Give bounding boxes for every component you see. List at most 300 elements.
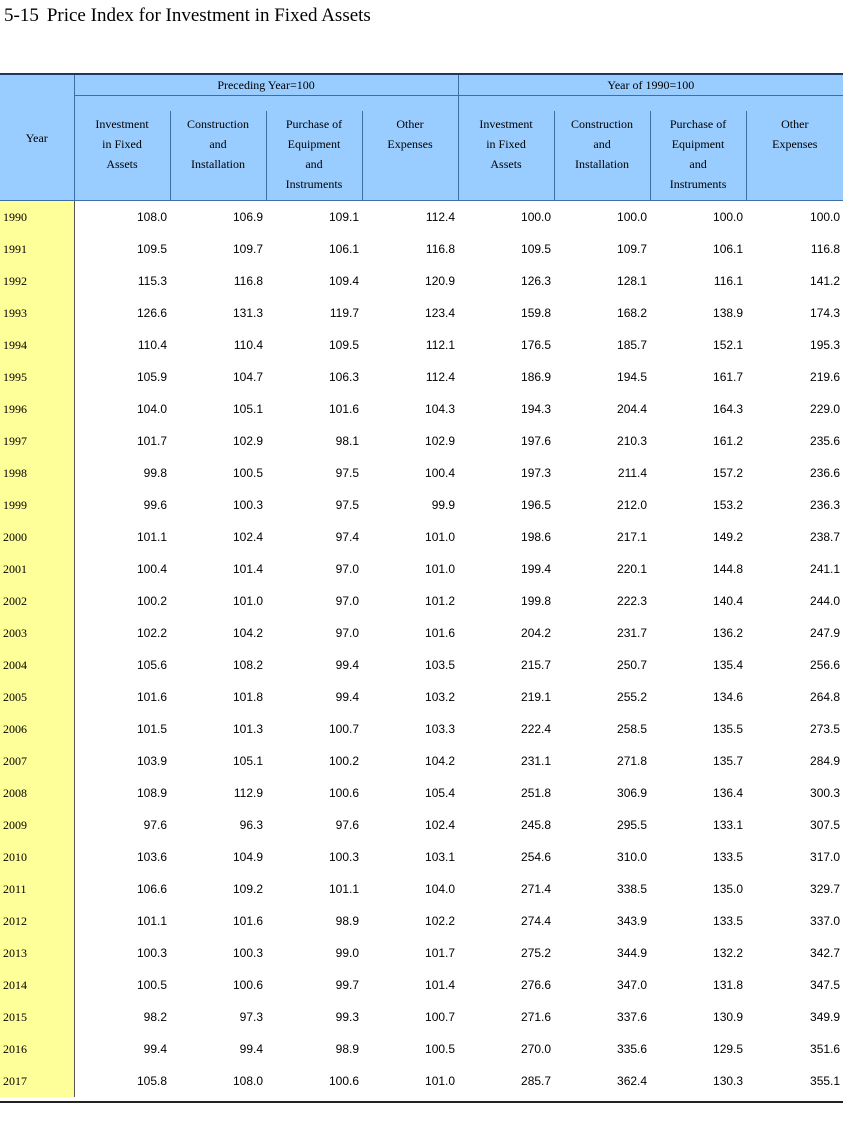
column-header [458, 111, 554, 201]
value-cell: 141.2 [810, 274, 841, 288]
table-row [0, 905, 843, 937]
value-cell: 138.9 [713, 306, 744, 320]
value-cell: 129.5 [713, 1042, 744, 1056]
value-cell: 100.6 [328, 786, 359, 800]
value-cell: 101.0 [425, 530, 456, 544]
value-cell: 212.0 [617, 498, 648, 512]
year-cell: 2010 [0, 841, 74, 873]
year-cell: 2002 [0, 585, 74, 617]
value-cell: 157.2 [713, 466, 744, 480]
value-cell: 231.7 [617, 626, 648, 640]
value-cell: 210.3 [617, 434, 648, 448]
value-cell: 144.8 [713, 562, 744, 576]
page-title [4, 5, 371, 27]
value-cell: 101.1 [328, 882, 359, 896]
value-cell: 337.6 [617, 1010, 648, 1024]
price-index-table [0, 73, 843, 1097]
value-cell: 229.0 [810, 402, 841, 416]
value-cell: 220.1 [617, 562, 648, 576]
table-row [0, 553, 843, 585]
value-cell: 104.9 [232, 850, 263, 864]
value-cell: 99.4 [335, 658, 359, 672]
column-header [650, 111, 746, 201]
column-header-line: Investment [479, 117, 533, 131]
value-cell: 131.8 [713, 978, 744, 992]
value-cell: 108.0 [74, 201, 170, 234]
value-cell: 258.5 [617, 722, 648, 736]
value-cell: 103.9 [136, 754, 167, 768]
value-cell: 126.3 [521, 274, 552, 288]
value-cell: 105.6 [136, 658, 167, 672]
year-cell: 1992 [0, 265, 74, 297]
value-cell: 197.6 [521, 434, 552, 448]
value-cell: 347.0 [617, 978, 648, 992]
column-header [554, 111, 650, 201]
value-cell: 116.1 [713, 274, 744, 288]
value-cell: 97.6 [143, 818, 167, 832]
year-column-header: Year [0, 74, 74, 201]
value-cell: 97.0 [335, 626, 359, 640]
value-cell: 198.6 [521, 530, 552, 544]
value-cell: 97.3 [239, 1010, 263, 1024]
year-cell: 2004 [0, 649, 74, 681]
header-spacer [458, 96, 843, 112]
value-cell: 159.8 [521, 306, 552, 320]
value-cell: 211.4 [617, 466, 648, 480]
year-cell: 1997 [0, 425, 74, 457]
value-cell: 99.4 [239, 1042, 263, 1056]
table-row [0, 585, 843, 617]
value-cell: 153.2 [713, 498, 744, 512]
table-number: 5-15 [4, 5, 39, 26]
value-cell: 108.2 [232, 658, 263, 672]
value-cell: 241.1 [810, 562, 841, 576]
value-cell: 109.2 [232, 882, 263, 896]
value-cell: 161.7 [713, 370, 744, 384]
column-header-line: in Fixed [486, 137, 526, 151]
value-cell: 103.1 [425, 850, 456, 864]
column-header-line: Instruments [285, 177, 343, 191]
value-cell: 99.0 [335, 946, 359, 960]
value-cell: 102.2 [136, 626, 167, 640]
value-cell: 264.8 [810, 690, 841, 704]
value-cell: 300.3 [810, 786, 841, 800]
value-cell: 255.2 [617, 690, 648, 704]
value-cell: 108.9 [136, 786, 167, 800]
value-cell: 99.7 [335, 978, 359, 992]
header-spacer-row [0, 96, 843, 112]
value-cell: 116.8 [810, 242, 841, 256]
value-cell: 110.4 [137, 338, 167, 352]
value-cell: 99.6 [143, 498, 167, 512]
value-cell: 284.9 [810, 754, 841, 768]
table-row [0, 617, 843, 649]
column-header [266, 111, 362, 201]
year-cell: 2005 [0, 681, 74, 713]
value-cell: 285.7 [521, 1074, 552, 1088]
value-cell: 329.7 [810, 882, 841, 896]
value-cell: 247.9 [810, 626, 841, 640]
value-cell: 109.7 [232, 242, 263, 256]
table-row [0, 201, 843, 234]
value-cell: 135.7 [713, 754, 744, 768]
column-header-line: Purchase of [285, 117, 343, 131]
value-cell: 197.3 [521, 466, 552, 480]
year-cell: 1990 [0, 201, 74, 234]
column-header-line: Assets [490, 157, 522, 171]
value-cell: 110.4 [233, 338, 263, 352]
column-header-line: Equipment [287, 137, 341, 151]
value-cell: 355.1 [810, 1074, 841, 1088]
value-cell: 100.5 [425, 1042, 456, 1056]
value-cell: 251.8 [521, 786, 552, 800]
value-cell: 271.6 [521, 1010, 552, 1024]
value-cell: 149.2 [713, 530, 744, 544]
table-row [0, 425, 843, 457]
value-cell: 140.4 [713, 594, 744, 608]
table-row [0, 969, 843, 1001]
value-cell: 99.4 [143, 1042, 167, 1056]
table-row [0, 809, 843, 841]
value-cell: 136.2 [713, 626, 744, 640]
value-cell: 100.3 [232, 946, 263, 960]
value-cell: 161.2 [713, 434, 744, 448]
value-cell: 109.7 [617, 242, 648, 256]
value-cell: 112.9 [233, 786, 263, 800]
value-cell: 196.5 [521, 498, 552, 512]
table-row [0, 1033, 843, 1065]
year-cell: 1991 [0, 233, 74, 265]
year-cell: 1998 [0, 457, 74, 489]
value-cell: 131.3 [232, 306, 263, 320]
value-cell: 105.8 [136, 1074, 167, 1088]
value-cell: 100.5 [232, 466, 263, 480]
value-cell: 115.3 [137, 274, 167, 288]
year-cell: 2017 [0, 1065, 74, 1097]
value-cell: 101.3 [232, 722, 263, 736]
value-cell: 99.4 [335, 690, 359, 704]
value-cell: 132.2 [713, 946, 744, 960]
value-cell: 101.5 [136, 722, 167, 736]
value-cell: 245.8 [521, 818, 552, 832]
value-cell: 135.5 [713, 722, 744, 736]
value-cell: 102.9 [232, 434, 263, 448]
value-cell: 101.0 [425, 1074, 456, 1088]
value-cell: 108.0 [232, 1074, 263, 1088]
value-cell: 105.1 [232, 754, 263, 768]
value-cell: 152.1 [713, 338, 744, 352]
value-cell: 97.5 [335, 466, 359, 480]
column-header-line: Purchase of [669, 117, 727, 131]
table-row [0, 233, 843, 265]
value-cell: 100.2 [328, 754, 359, 768]
value-cell: 98.2 [143, 1010, 167, 1024]
value-cell: 254.6 [521, 850, 552, 864]
year-cell: 2011 [0, 873, 74, 905]
table-row [0, 681, 843, 713]
value-cell: 344.9 [617, 946, 648, 960]
value-cell: 215.7 [521, 658, 552, 672]
value-cell: 343.9 [617, 914, 648, 928]
value-cell: 317.0 [810, 850, 841, 864]
value-cell: 104.3 [425, 402, 456, 416]
table-row [0, 1001, 843, 1033]
value-cell: 100.5 [136, 978, 167, 992]
year-cell: 2003 [0, 617, 74, 649]
table-row [0, 361, 843, 393]
value-cell: 219.1 [521, 690, 552, 704]
value-cell: 105.4 [425, 786, 456, 800]
value-cell: 102.9 [425, 434, 456, 448]
value-cell: 186.9 [521, 370, 552, 384]
value-cell: 104.2 [232, 626, 263, 640]
column-header-line: in Fixed [102, 137, 142, 151]
value-cell: 338.5 [617, 882, 648, 896]
value-cell: 100.0 [554, 201, 650, 234]
table-row [0, 745, 843, 777]
year-cell: 2006 [0, 713, 74, 745]
value-cell: 199.8 [521, 594, 552, 608]
value-cell: 130.3 [713, 1074, 744, 1088]
value-cell: 103.5 [425, 658, 456, 672]
value-cell: 250.7 [617, 658, 648, 672]
table-row [0, 873, 843, 905]
value-cell: 307.5 [810, 818, 841, 832]
table-row [0, 649, 843, 681]
value-cell: 98.9 [335, 914, 359, 928]
value-cell: 97.0 [335, 562, 359, 576]
value-cell: 100.4 [425, 466, 456, 480]
value-cell: 101.4 [232, 562, 263, 576]
value-cell: 99.8 [143, 466, 167, 480]
column-header-row [0, 111, 843, 201]
year-cell: 2009 [0, 809, 74, 841]
value-cell: 103.3 [425, 722, 456, 736]
value-cell: 109.5 [521, 242, 552, 256]
table-row [0, 297, 843, 329]
value-cell: 112.4 [425, 370, 456, 384]
value-cell: 98.1 [335, 434, 359, 448]
table-row [0, 457, 843, 489]
year-cell: 1994 [0, 329, 74, 361]
value-cell: 204.4 [617, 402, 648, 416]
value-cell: 112.1 [425, 338, 456, 352]
year-cell: 2016 [0, 1033, 74, 1065]
column-header-line: and [305, 157, 323, 171]
value-cell: 236.3 [810, 498, 841, 512]
value-cell: 362.4 [617, 1074, 648, 1088]
value-cell: 164.3 [713, 402, 744, 416]
value-cell: 101.6 [136, 690, 167, 704]
value-cell: 135.4 [713, 658, 744, 672]
year-cell: 2000 [0, 521, 74, 553]
value-cell: 98.9 [335, 1042, 359, 1056]
table-row [0, 841, 843, 873]
value-cell: 271.8 [617, 754, 648, 768]
value-cell: 101.2 [425, 594, 456, 608]
value-cell: 106.1 [328, 242, 359, 256]
value-cell: 101.4 [425, 978, 456, 992]
value-cell: 128.1 [617, 274, 648, 288]
value-cell: 133.5 [713, 850, 744, 864]
value-cell: 99.3 [335, 1010, 359, 1024]
value-cell: 101.7 [425, 946, 456, 960]
value-cell: 97.5 [335, 498, 359, 512]
table-title: Price Index for Investment in Fixed Assets [46, 5, 371, 26]
group-header-preceding-year: Preceding Year=100 [74, 74, 458, 96]
value-cell: 135.0 [713, 882, 744, 896]
value-cell: 337.0 [810, 914, 841, 928]
year-cell: 2015 [0, 1001, 74, 1033]
column-header-line: Assets [106, 157, 138, 171]
value-cell: 101.0 [425, 562, 456, 576]
table-row [0, 393, 843, 425]
year-cell: 2007 [0, 745, 74, 777]
value-cell: 109.5 [136, 242, 167, 256]
value-cell: 271.4 [521, 882, 552, 896]
value-cell: 103.6 [136, 850, 167, 864]
value-cell: 99.9 [431, 498, 456, 512]
column-header-line: Construction [571, 117, 634, 131]
value-cell: 109.5 [328, 338, 359, 352]
value-cell: 133.5 [713, 914, 744, 928]
year-cell: 2012 [0, 905, 74, 937]
value-cell: 222.4 [521, 722, 552, 736]
year-cell: 1996 [0, 393, 74, 425]
year-cell: 1993 [0, 297, 74, 329]
table-row [0, 521, 843, 553]
value-cell: 119.7 [329, 306, 359, 320]
value-cell: 100.6 [232, 978, 263, 992]
column-header-line: Installation [575, 157, 630, 171]
year-cell: 2014 [0, 969, 74, 1001]
value-cell: 101.6 [328, 402, 359, 416]
value-cell: 133.1 [713, 818, 744, 832]
value-cell: 270.0 [521, 1042, 552, 1056]
value-cell: 100.4 [136, 562, 167, 576]
value-cell: 275.2 [521, 946, 552, 960]
year-cell: 2001 [0, 553, 74, 585]
value-cell: 306.9 [617, 786, 648, 800]
value-cell: 112.4 [362, 201, 458, 234]
value-cell: 231.1 [521, 754, 552, 768]
column-header [746, 111, 843, 201]
table-row [0, 777, 843, 809]
value-cell: 222.3 [617, 594, 648, 608]
value-cell: 100.2 [136, 594, 167, 608]
value-cell: 100.7 [328, 722, 359, 736]
value-cell: 295.5 [617, 818, 648, 832]
value-cell: 97.4 [335, 530, 359, 544]
value-cell: 106.1 [713, 242, 744, 256]
table-row [0, 937, 843, 969]
value-cell: 185.7 [617, 338, 648, 352]
value-cell: 238.7 [810, 530, 841, 544]
value-cell: 100.0 [458, 201, 554, 234]
column-header [74, 111, 170, 201]
value-cell: 199.4 [521, 562, 552, 576]
table-row [0, 265, 843, 297]
value-cell: 347.5 [810, 978, 841, 992]
value-cell: 195.3 [810, 338, 841, 352]
value-cell: 105.1 [232, 402, 263, 416]
value-cell: 116.8 [233, 274, 263, 288]
value-cell: 130.9 [713, 1010, 744, 1024]
column-header [362, 111, 458, 201]
year-cell: 2008 [0, 777, 74, 809]
value-cell: 342.7 [810, 946, 841, 960]
value-cell: 274.4 [521, 914, 552, 928]
year-cell: 2013 [0, 937, 74, 969]
table-row [0, 1065, 843, 1097]
value-cell: 194.5 [617, 370, 648, 384]
value-cell: 120.9 [425, 274, 456, 288]
column-header [170, 111, 266, 201]
column-header-line: Investment [95, 117, 149, 131]
value-cell: 106.6 [136, 882, 167, 896]
value-cell: 273.5 [810, 722, 841, 736]
table-row [0, 329, 843, 361]
value-cell: 109.4 [328, 274, 359, 288]
value-cell: 116.8 [425, 242, 456, 256]
value-cell: 100.0 [746, 201, 843, 234]
value-cell: 101.8 [232, 690, 263, 704]
value-cell: 335.6 [617, 1042, 648, 1056]
table-body [0, 201, 843, 1098]
value-cell: 136.4 [713, 786, 744, 800]
value-cell: 109.1 [266, 201, 362, 234]
column-header-line: Equipment [671, 137, 725, 151]
value-cell: 194.3 [521, 402, 552, 416]
value-cell: 123.4 [425, 306, 456, 320]
value-cell: 103.2 [425, 690, 456, 704]
value-cell: 219.6 [810, 370, 841, 384]
value-cell: 256.6 [810, 658, 841, 672]
value-cell: 244.0 [810, 594, 841, 608]
column-header-line: Expenses [387, 137, 433, 151]
value-cell: 126.6 [136, 306, 167, 320]
column-header-line: Other [396, 117, 424, 131]
value-cell: 96.3 [239, 818, 263, 832]
group-header-year-1990: Year of 1990=100 [458, 74, 843, 96]
column-header-line: Construction [187, 117, 249, 131]
column-header-line: Instruments [669, 177, 727, 191]
value-cell: 101.1 [136, 530, 167, 544]
value-cell: 100.7 [425, 1010, 456, 1024]
value-cell: 168.2 [617, 306, 648, 320]
header-spacer [74, 96, 458, 112]
value-cell: 176.5 [521, 338, 552, 352]
bottom-rule [0, 1101, 843, 1103]
value-cell: 101.6 [232, 914, 263, 928]
value-cell: 101.0 [232, 594, 263, 608]
value-cell: 100.6 [328, 1074, 359, 1088]
value-cell: 102.4 [232, 530, 263, 544]
value-cell: 105.9 [136, 370, 167, 384]
value-cell: 104.0 [425, 882, 456, 896]
value-cell: 100.3 [136, 946, 167, 960]
value-cell: 106.9 [170, 201, 266, 234]
value-cell: 310.0 [617, 850, 648, 864]
year-cell: 1995 [0, 361, 74, 393]
value-cell: 100.0 [650, 201, 746, 234]
column-header-line: and [209, 137, 227, 151]
value-cell: 104.7 [232, 370, 263, 384]
column-header-line: and [689, 157, 707, 171]
value-cell: 101.6 [425, 626, 456, 640]
column-header-line: and [593, 137, 611, 151]
table-row [0, 713, 843, 745]
